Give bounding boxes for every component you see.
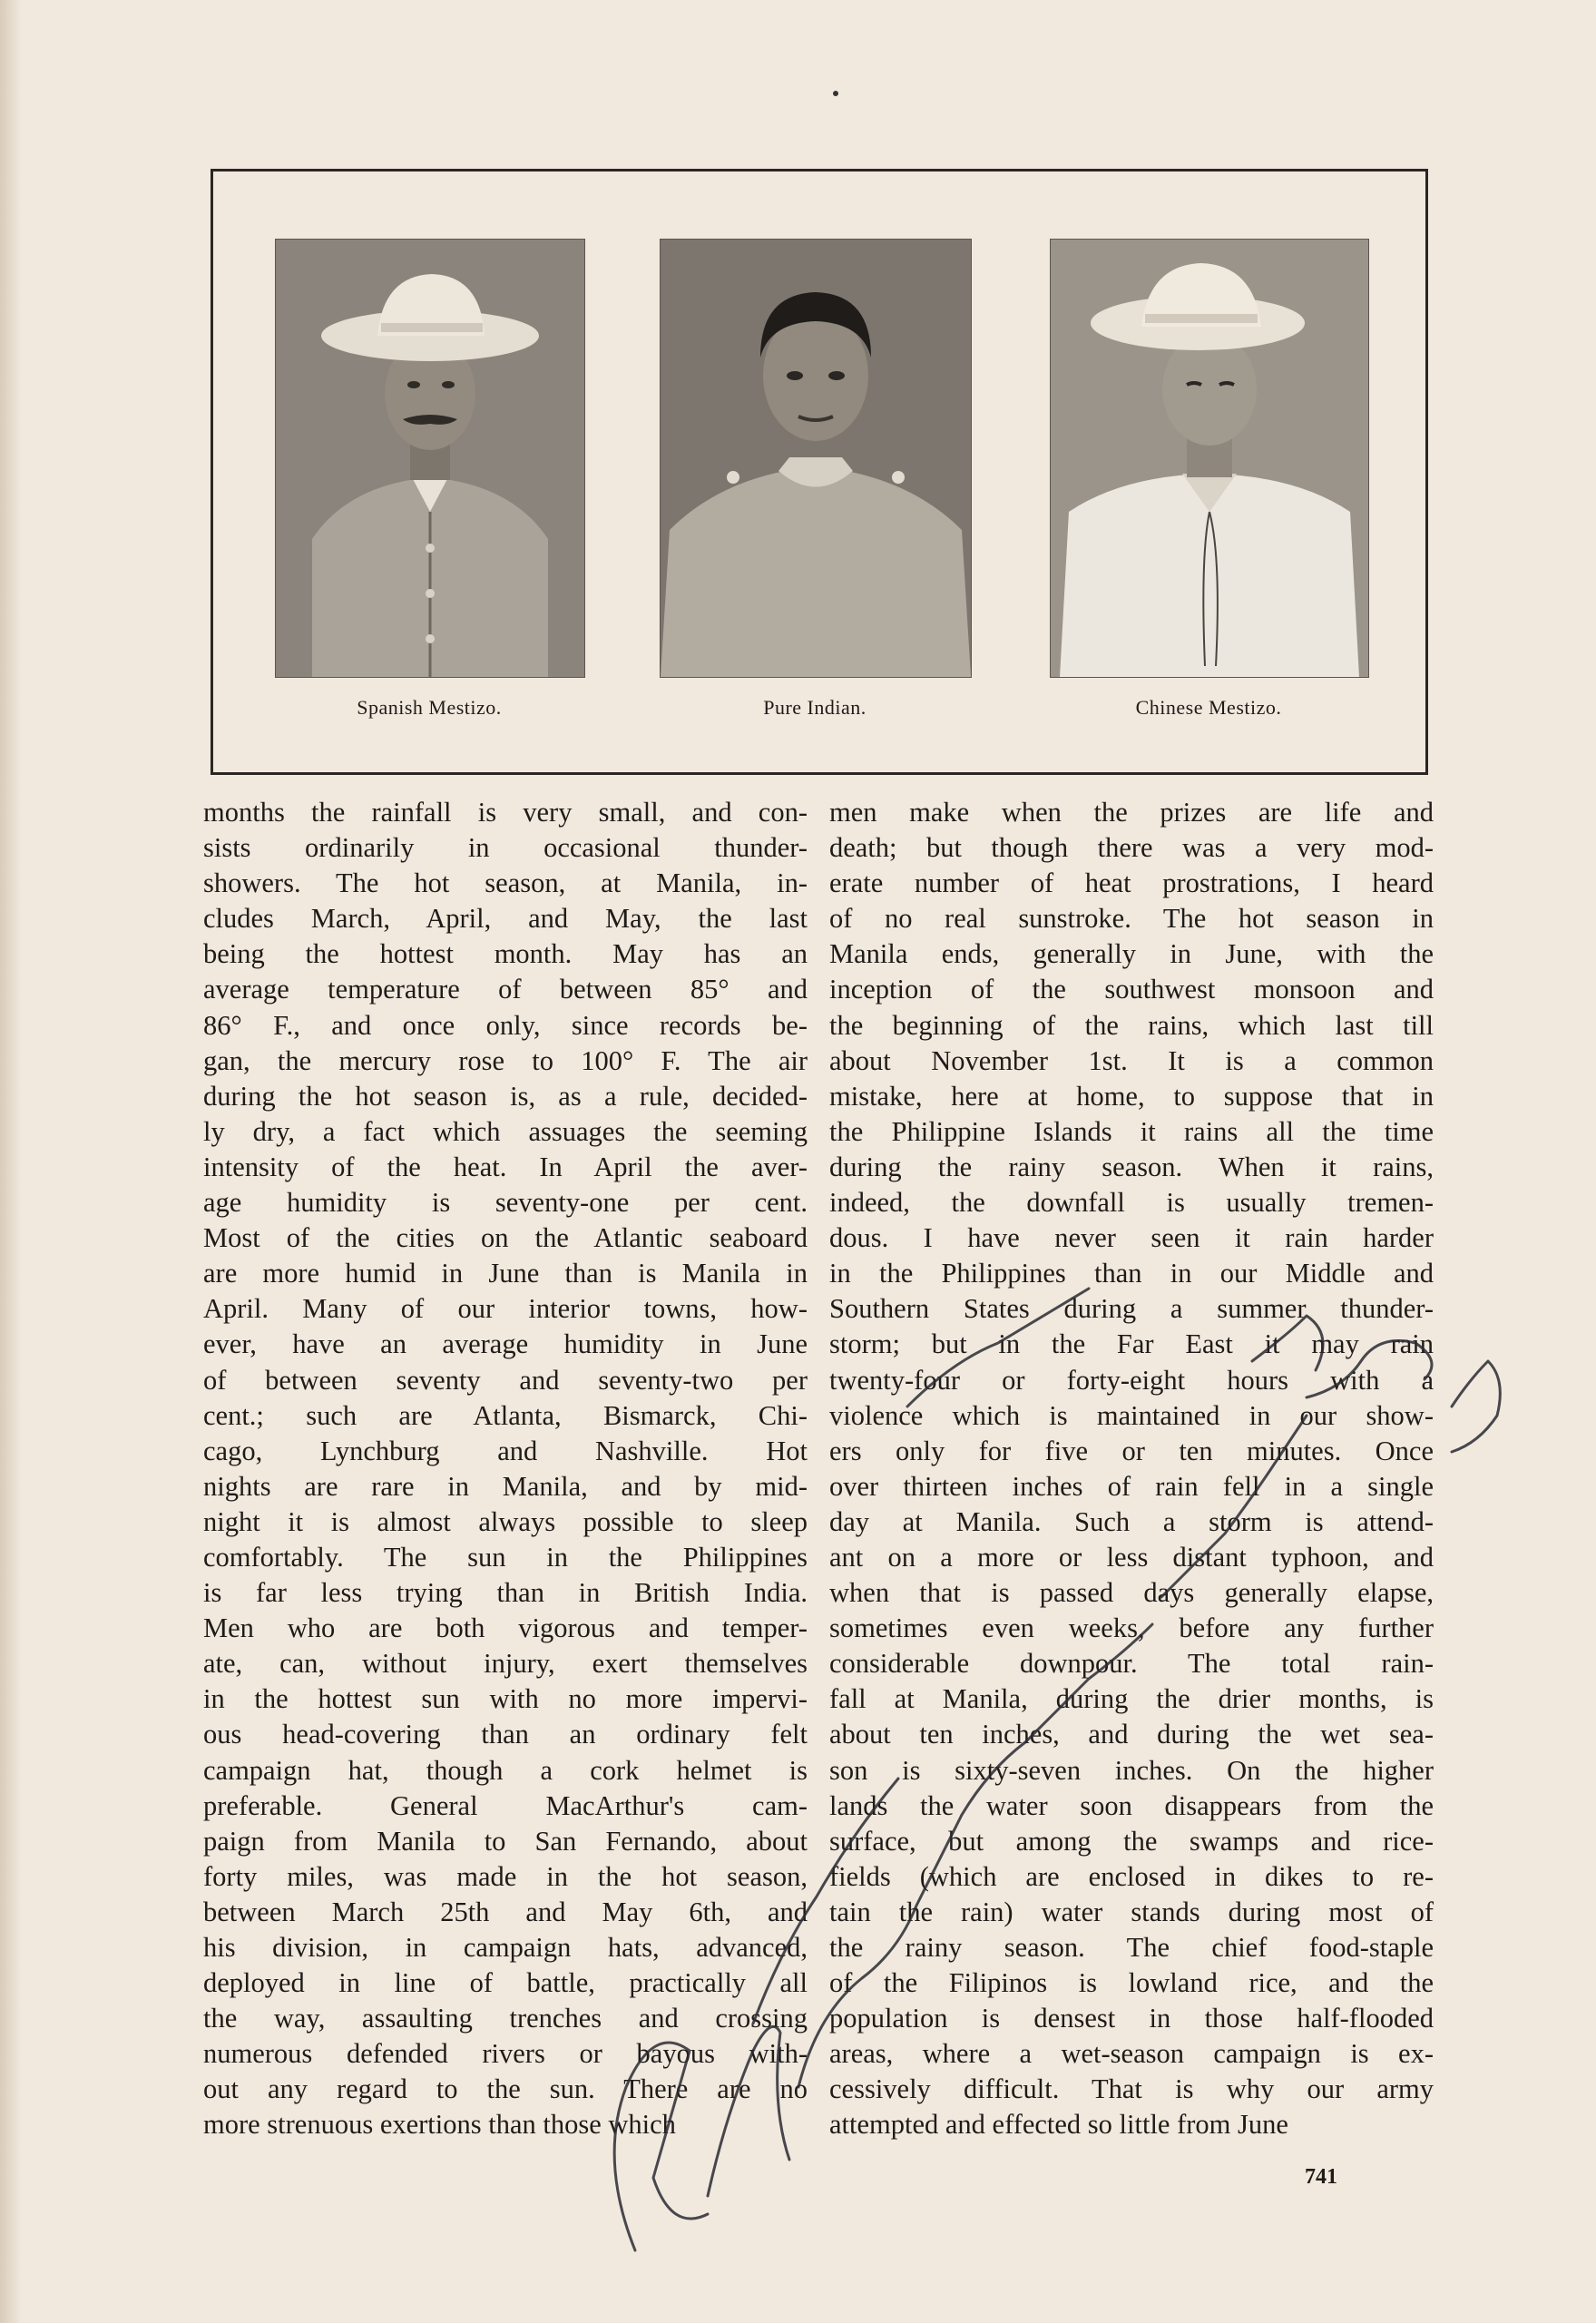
text-line: violence which is maintained in our show- <box>829 1399 1434 1431</box>
text-line: about ten inches, and during the wet sea- <box>829 1719 1434 1750</box>
text-line: forty miles, was made in the hot season, <box>203 1860 808 1892</box>
text-line: ly dry, a fact which assuages the seeming <box>203 1115 808 1147</box>
text-line: the way, assaulting trenches and crossing <box>203 2003 808 2034</box>
text-line: son is sixty-seven inches. On the higher <box>829 1754 1434 1786</box>
chinese-mestizo-portrait <box>1050 239 1369 678</box>
text-line: numerous defended rivers or bayous with- <box>203 2038 808 2070</box>
text-line: attempted and effected so little from June <box>829 2109 1288 2141</box>
text-line: indeed, the downfall is usually tremen- <box>829 1187 1434 1219</box>
text-line: in the Philippines than in our Middle and <box>829 1258 1434 1289</box>
text-line: night it is almost always possible to sleep <box>203 1505 808 1537</box>
text-line: between March 25th and May 6th, and <box>203 1896 808 1927</box>
text-column-right <box>829 795 1434 2143</box>
text-line: over thirteen inches of rain fell in a single <box>829 1470 1434 1502</box>
text-line: the Philippine Islands it rains all the time <box>829 1115 1434 1147</box>
text-line: ever, have an average humidity in June <box>203 1328 808 1360</box>
text-line: April. Many of our interior towns, how- <box>203 1293 808 1325</box>
text-line: sometimes even weeks, before any further <box>829 1612 1434 1644</box>
text-line: ers only for five or ten minutes. Once <box>829 1435 1434 1466</box>
page-number: 741 <box>1305 2165 1337 2189</box>
text-line: about November 1st. It is a common <box>829 1044 1434 1076</box>
text-line: nights are rare in Manila, and by mid- <box>203 1470 808 1502</box>
text-line: Men who are both vigorous and temper- <box>203 1612 808 1644</box>
text-line: is far less trying than in British India. <box>203 1577 808 1609</box>
ink-speck <box>833 91 838 96</box>
text-line: intensity of the heat. In April the aver- <box>203 1151 808 1182</box>
text-line: age humidity is seventy-one per cent. <box>203 1187 808 1219</box>
text-line: cessively difficult. That is why our army <box>829 2073 1434 2105</box>
text-line: ant on a more or less distant typhoon, and <box>829 1541 1434 1573</box>
text-line: considerable downpour. The total rain- <box>829 1648 1434 1680</box>
caption-spanish-mestizo: Spanish Mestizo. <box>357 696 502 719</box>
text-line: during the rainy season. When it rains, <box>829 1151 1434 1182</box>
text-line: comfortably. The sun in the Philippines <box>203 1541 808 1573</box>
text-line: Manila ends, generally in June, with the <box>829 938 1434 970</box>
text-line: being the hottest month. May has an <box>203 938 808 970</box>
text-line: of no real sunstroke. The hot season in <box>829 903 1434 935</box>
text-line: Southern States during a summer thunder- <box>829 1293 1434 1325</box>
text-line: fields (which are enclosed in dikes to re- <box>829 1860 1434 1892</box>
text-line: twenty-four or forty-eight hours with a <box>829 1364 1434 1396</box>
text-line: population is densest in those half-flooded <box>829 2003 1434 2034</box>
caption-chinese-mestizo: Chinese Mestizo. <box>1135 696 1282 719</box>
text-line: fall at Manila, during the drier months, is <box>829 1683 1434 1715</box>
text-line: are more humid in June than is Manila in <box>203 1258 808 1289</box>
text-column-left <box>203 795 808 2143</box>
text-line: preferable. General MacArthur's cam- <box>203 1789 808 1821</box>
text-line: ate, can, without injury, exert themselves <box>203 1648 808 1680</box>
text-line: men make when the prizes are life and <box>829 797 1434 828</box>
pure-indian-portrait <box>660 239 972 678</box>
text-line: Most of the cities on the Atlantic seaboard <box>203 1222 808 1254</box>
text-line: out any regard to the sun. There are no <box>203 2073 808 2105</box>
text-line: ous head-covering than an ordinary felt <box>203 1719 808 1750</box>
text-line: cent.; such are Atlanta, Bismarck, Chi- <box>203 1399 808 1431</box>
text-line: the beginning of the rains, which last till <box>829 1009 1434 1041</box>
text-line: months the rainfall is very small, and con- <box>203 797 808 828</box>
text-line: sists ordinarily in occasional thunder- <box>203 832 808 864</box>
text-line: showers. The hot season, at Manila, in- <box>203 867 808 899</box>
text-line: average temperature of between 85° and <box>203 974 808 1005</box>
text-line: mistake, here at home, to suppose that in <box>829 1080 1434 1112</box>
portrait-plate <box>211 169 1428 775</box>
caption-pure-indian: Pure Indian. <box>763 696 867 719</box>
text-line: tain the rain) water stands during most of <box>829 1896 1434 1927</box>
text-line: dous. I have never seen it rain harder <box>829 1222 1434 1254</box>
spanish-mestizo-portrait <box>275 239 585 678</box>
text-line: cludes March, April, and May, the last <box>203 903 808 935</box>
text-line: more strenuous exertions than those which <box>203 2109 676 2141</box>
text-line: in the hottest sun with no more impervi- <box>203 1683 808 1715</box>
text-line: of between seventy and seventy-two per <box>203 1364 808 1396</box>
text-line: death; but though there was a very mod- <box>829 832 1434 864</box>
text-line: campaign hat, though a cork helmet is <box>203 1754 808 1786</box>
text-line: his division, in campaign hats, advanced, <box>203 1932 808 1963</box>
text-line: inception of the southwest monsoon and <box>829 974 1434 1005</box>
text-line: storm; but in the Far East it may rain <box>829 1328 1434 1360</box>
text-line: deployed in line of battle, practically all <box>203 1967 808 1999</box>
text-line: erate number of heat prostrations, I heard <box>829 867 1434 899</box>
text-line: day at Manila. Such a storm is attend- <box>829 1505 1434 1537</box>
text-line: cago, Lynchburg and Nashville. Hot <box>203 1435 808 1466</box>
text-line: gan, the mercury rose to 100° F. The air <box>203 1044 808 1076</box>
text-line: the rainy season. The chief food-staple <box>829 1932 1434 1963</box>
text-line: surface, but among the swamps and rice- <box>829 1825 1434 1857</box>
text-line: 86° F., and once only, since records be- <box>203 1009 808 1041</box>
text-line: when that is passed days generally elapse, <box>829 1577 1434 1609</box>
text-line: lands the water soon disappears from the <box>829 1789 1434 1821</box>
text-line: during the hot season is, as a rule, decided- <box>203 1080 808 1112</box>
text-line: of the Filipinos is lowland rice, and the <box>829 1967 1434 1999</box>
text-line: areas, where a wet-season campaign is ex- <box>829 2038 1434 2070</box>
page-binding-edge <box>0 0 20 2323</box>
text-line: paign from Manila to San Fernando, about <box>203 1825 808 1857</box>
